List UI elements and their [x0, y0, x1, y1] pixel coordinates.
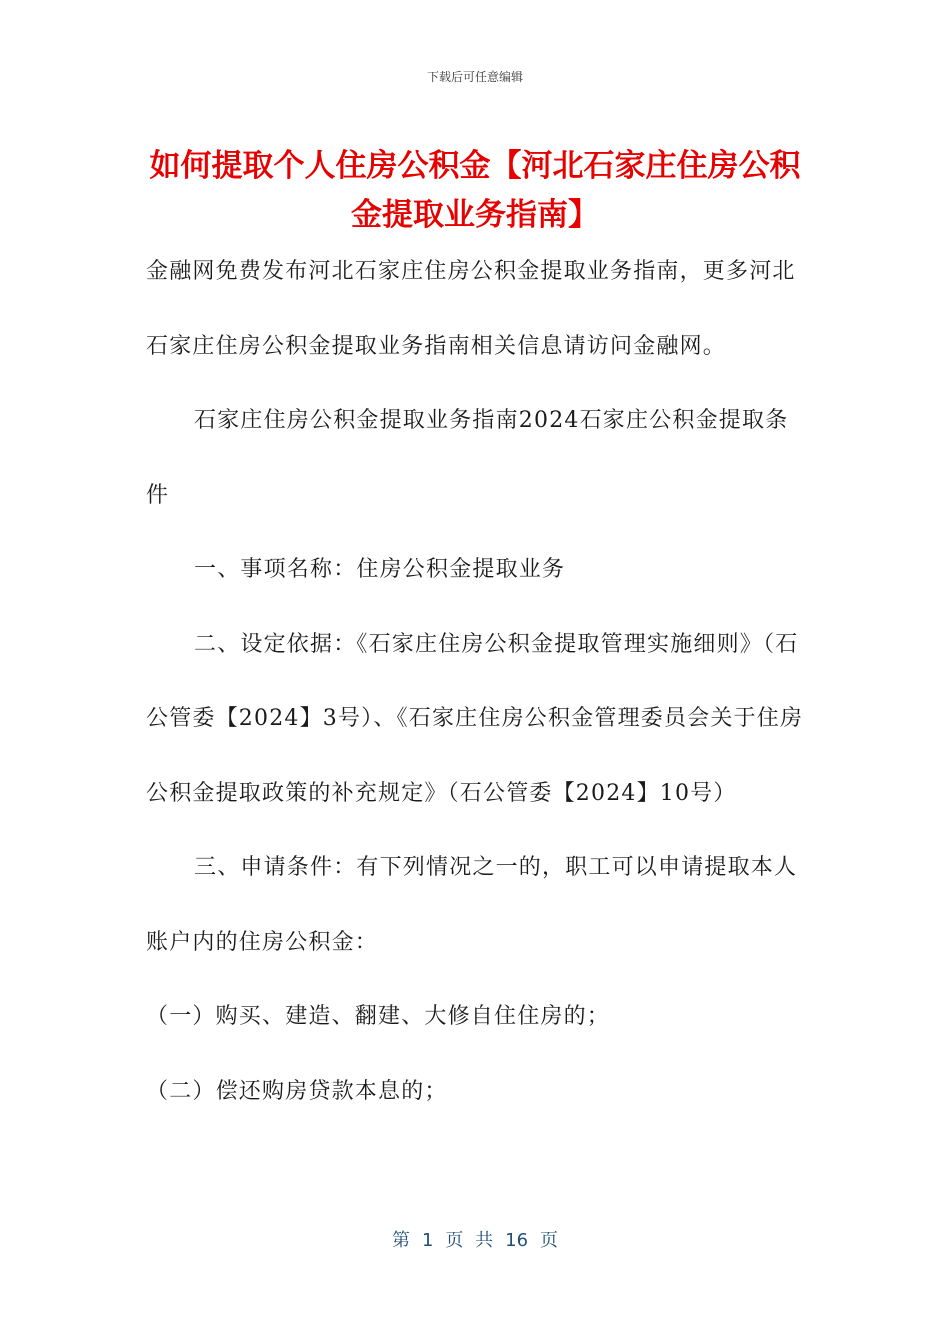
- header-note: 下载后可任意编辑: [426, 70, 523, 84]
- footer-current-page: 1: [421, 1230, 434, 1251]
- paragraph-condition-2: （二）偿还购房贷款本息的；: [146, 1078, 448, 1104]
- paragraph-condition-1: （一）购买、建造、翻建、大修自住住房的；: [146, 1004, 611, 1029]
- paragraph-guide-title: 石家庄住房公积金提取业务指南2024石家庄公积金提取条件: [146, 408, 789, 508]
- document-body: [146, 235, 806, 1129]
- footer-total-pages: 16: [505, 1230, 529, 1251]
- paragraph-intro: 金融网免费发布河北石家庄住房公积金提取业务指南，更多河北石家庄住房公积金提取业务指南相关信息请访问金融网。: [146, 259, 796, 359]
- footer-prefix: 第: [391, 1230, 410, 1251]
- paragraph-conditions: 三、申请条件：有下列情况之一的，职工可以申请提取本人账户内的住房公积金：: [146, 855, 798, 955]
- footer-suffix: 页: [540, 1230, 559, 1251]
- document-title: 如何提取个人住房公积金【河北石家庄住房公积金提取业务指南】: [149, 148, 801, 233]
- paragraph-legal-basis: 二、设定依据：《石家庄住房公积金提取管理实施细则》（石公管委【2024】3号）、《石家庄住房公积金管理委员会关于住房公积金提取政策的补充规定》（石公管委【2024】10号）: [146, 631, 804, 806]
- footer-middle: 页 共: [445, 1230, 494, 1251]
- page-footer: [0, 1226, 950, 1252]
- paragraph-item-name: 一、事项名称：住房公积金提取业务: [194, 557, 566, 582]
